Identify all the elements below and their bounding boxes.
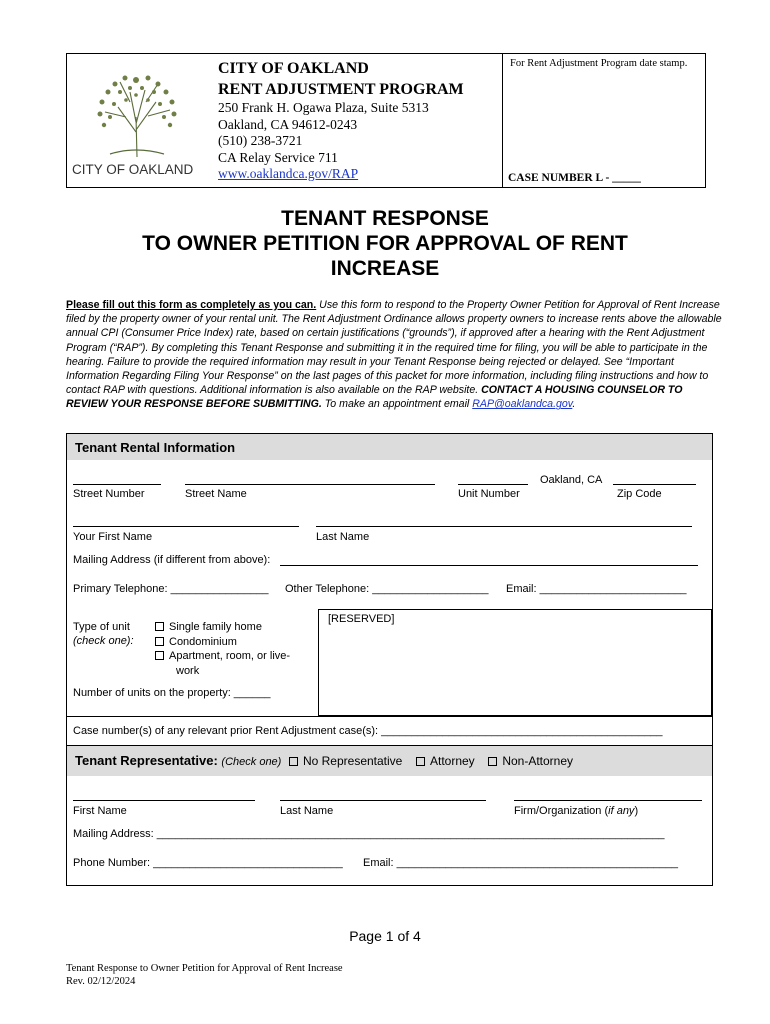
- option-no-representative[interactable]: No Representative: [289, 754, 402, 768]
- checkbox-icon[interactable]: [289, 757, 298, 766]
- intro-body: Use this form to respond to the Property Owner Petition for Approval of Rent Increase filed by the property owner of your rental unit. The Rent Adjustment Ordinance allows property owners to increase rents above the allowable annual CPI (Consumer Price Index) rate, based on certain justifications (“grounds”), if approved after a hearing with the Rent Adjustment Program (“RAP”). By completing this Tenant Response and submitting it in the required time for filing, you will be able to participate in the hearing. Failure to provide the required information may result in your Tenant Response being rejected or delayed. See “Important Information Regarding Filing Your Response” on the last pages of this packet for more information, including filing instructions and how to contact RAP with questions. Additional information is also available on the RAP website.: [66, 299, 722, 397]
- option-non-attorney[interactable]: Non-Attorney: [488, 754, 573, 768]
- checkbox-icon[interactable]: [155, 622, 164, 631]
- primary-telephone-field[interactable]: Primary Telephone: ________________: [73, 583, 269, 595]
- checkbox-icon[interactable]: [488, 757, 497, 766]
- checkbox-icon[interactable]: [155, 637, 164, 646]
- rep-firm-input[interactable]: [514, 800, 702, 801]
- option-condominium[interactable]: Condominium: [155, 635, 290, 650]
- title-line2: TO OWNER PETITION FOR APPROVAL OF RENT: [142, 232, 628, 255]
- unit-type-options: [155, 620, 290, 678]
- phone-number: (510) 238-3721: [218, 133, 303, 148]
- unit-number-label: Unit Number: [458, 488, 520, 500]
- number-of-units-field[interactable]: Number of units on the property: ______: [73, 687, 271, 699]
- address-line1: 250 Frank H. Ogawa Plaza, Suite 5313: [218, 100, 429, 115]
- email-field[interactable]: Email: ________________________: [506, 583, 687, 595]
- page-number: Page 1 of 4: [349, 928, 421, 944]
- first-name-label: Your First Name: [73, 531, 153, 543]
- intro-counselor-note: CONTACT A HOUSING COUNSELOR TO REVIEW YOUR RESPONSE BEFORE SUBMITTING.: [66, 384, 683, 411]
- title-line3: INCREASE: [330, 257, 440, 280]
- checkbox-icon[interactable]: [416, 757, 425, 766]
- relay-service: CA Relay Service 711: [218, 149, 338, 165]
- city-name: CITY OF OAKLAND: [218, 60, 369, 77]
- svg-text:CITY OF OAKLAND: CITY OF OAKLAND: [72, 162, 194, 177]
- intro-paragraph: Please fill out this form as completely as you can. Use this form to respond to the Property Owner Petition for Approval of Rent Increase filed by the property owner of your rental unit. The Rent Adjustment Ordinance allows property owners to increase rents above the allowable annual CPI (Consumer Price Index) rate, based on certain justifications (“grounds”), if approved after a hearing with the Rent Adjustment Program (“RAP”). By completing this Tenant Response and submitting it in the required time for filing, you will be able to participate in the hearing. Failure to provide the required information may result in your Tenant Response being rejected or delayed. See “Important Information Regarding Filing Your Response” on the last pages of this packet for more information, including filing instructions and how to contact RAP with questions. Additional information is also available on the RAP website. CONTACT A HOUSING COUNSELOR TO REVIEW YOUR RESPONSE BEFORE SUBMITTING. To make an appointment email RAP@oaklandca.gov.: [66, 299, 722, 411]
- street-number-label: Street Number: [73, 488, 145, 500]
- zip-code-input[interactable]: [613, 484, 696, 485]
- option-apartment[interactable]: Apartment, room, or live-: [155, 649, 290, 664]
- footer: [66, 962, 343, 988]
- reserved-label: [RESERVED]: [328, 613, 395, 625]
- case-number-label[interactable]: CASE NUMBER L - _____: [508, 172, 641, 184]
- footer-form-title: Tenant Response to Owner Petition for Approval of Rent Increase: [66, 963, 343, 974]
- rep-last-name-label: Last Name: [280, 805, 334, 817]
- rep-last-name-input[interactable]: [280, 800, 486, 801]
- street-name-input[interactable]: [185, 484, 435, 485]
- street-name-label: Street Name: [185, 488, 247, 500]
- intro-tail: To make an appointment email: [321, 398, 473, 411]
- city-logo: [70, 62, 205, 182]
- header-divider: [502, 53, 503, 188]
- rep-email-field[interactable]: Email: ______________________________________________: [363, 857, 679, 869]
- option-attorney[interactable]: Attorney: [416, 754, 475, 768]
- intro-lead: Please fill out this form as completely as you can.: [66, 299, 317, 311]
- zip-code-label: Zip Code: [617, 488, 662, 500]
- other-telephone-field[interactable]: Other Telephone: ___________________: [285, 583, 489, 595]
- checkbox-icon[interactable]: [155, 651, 164, 660]
- rep-phone-field[interactable]: Phone Number: _______________________________: [73, 857, 343, 869]
- footer-revision: Rev. 02/12/2024: [66, 976, 136, 987]
- first-name-input[interactable]: [73, 526, 299, 527]
- street-number-input[interactable]: [73, 484, 161, 485]
- rap-email-link[interactable]: RAP@oaklandca.gov: [472, 398, 573, 411]
- rep-first-name-input[interactable]: [73, 800, 255, 801]
- reserved-box: [318, 609, 712, 716]
- type-of-unit-label: Type of unit: [73, 621, 130, 633]
- page-title: [0, 206, 770, 281]
- rep-first-name-label: First Name: [73, 805, 127, 817]
- oakland-ca-label: Oakland, CA: [540, 474, 603, 486]
- representative-title: Tenant Representative:: [75, 753, 218, 768]
- title-line1: TENANT RESPONSE: [281, 207, 489, 230]
- oak-tree-icon: [70, 62, 205, 182]
- program-name: RENT ADJUSTMENT PROGRAM: [218, 81, 464, 98]
- mailing-address-label: Mailing Address (if different from above):: [73, 554, 271, 566]
- address-line2: Oakland, CA 94612-0243: [218, 116, 358, 132]
- last-name-input[interactable]: [316, 526, 692, 527]
- website-link[interactable]: www.oaklandca.gov/RAP: [218, 166, 359, 181]
- last-name-label: Last Name: [316, 531, 370, 543]
- date-stamp-label: For Rent Adjustment Program date stamp.: [510, 58, 688, 69]
- mailing-address-input[interactable]: [280, 565, 698, 566]
- option-single-family[interactable]: Single family home: [155, 620, 290, 635]
- check-one-label: (check one):: [73, 635, 134, 647]
- rep-mailing-address-field[interactable]: Mailing Address: ___________________________________________________________________________________: [73, 828, 665, 840]
- rep-check-one: (Check one): [221, 756, 282, 768]
- address-block: [218, 100, 429, 183]
- prior-case-numbers-field[interactable]: Case number(s) of any relevant prior Rent Adjustment case(s): ______________________________________________: [73, 725, 663, 737]
- tenant-info-header: [67, 434, 712, 460]
- tenant-info-title: Tenant Rental Information: [75, 440, 236, 455]
- divider: [67, 716, 712, 717]
- representative-header: [67, 745, 712, 776]
- option-apartment-cont: work: [176, 664, 200, 677]
- unit-number-input[interactable]: [458, 484, 528, 485]
- rep-firm-label: Firm/Organization (if any): [514, 805, 639, 817]
- program-title: [218, 58, 464, 100]
